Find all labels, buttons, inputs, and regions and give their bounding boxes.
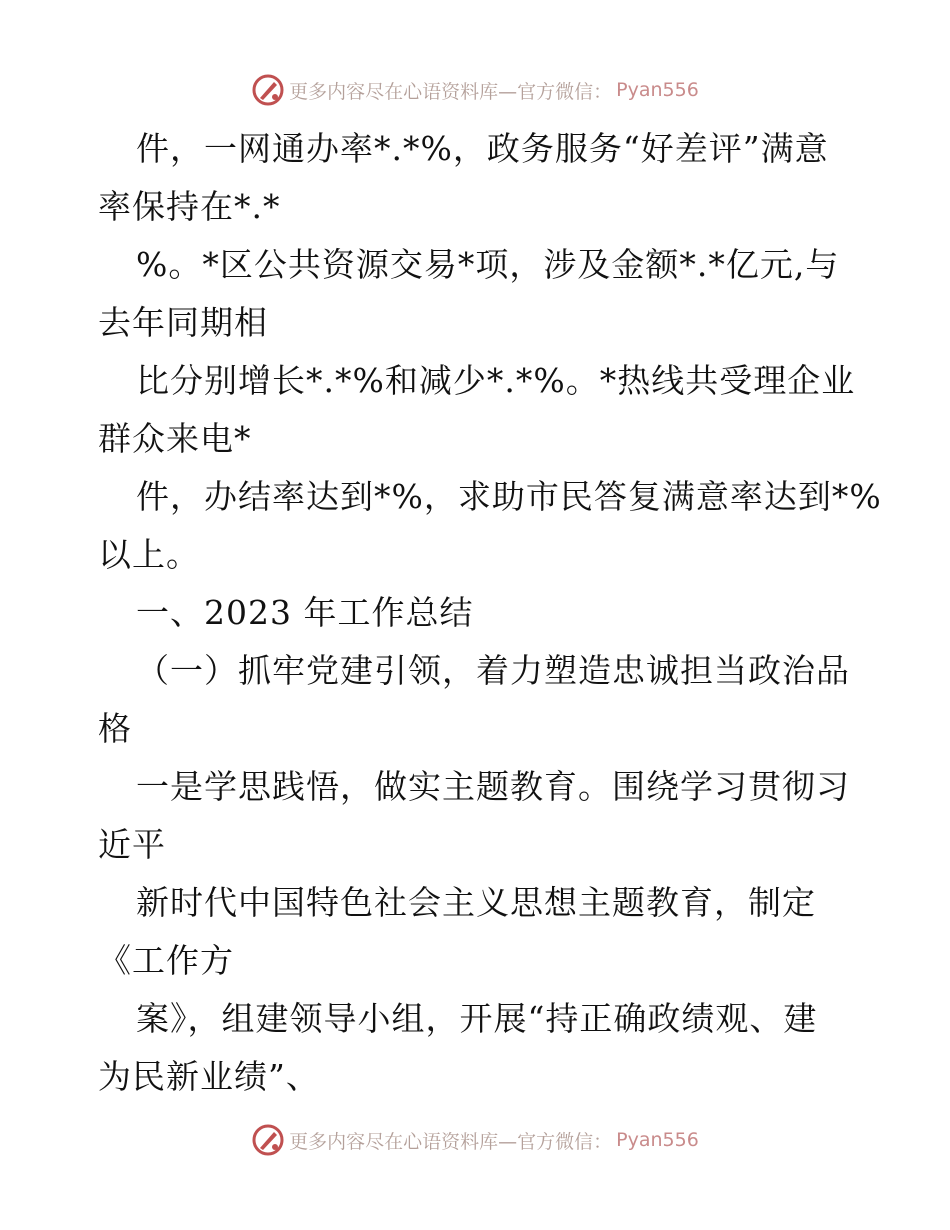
pen-logo-icon (251, 1123, 285, 1157)
text-line: 新时代中国特色社会主义思想主题教育，制定 (136, 883, 816, 922)
text-line: 以上。 (98, 535, 200, 574)
watermark-text: 更多内容尽在心语资料库—官方微信： (289, 1130, 613, 1153)
subsection-heading: （一）抓牢党建引领，着力塑造忠诚担当政治品 (136, 651, 850, 690)
text-line: 一是学思践悟，做实主题教育。围绕学习贯彻习 (136, 767, 850, 806)
text-line: 案》，组建领导小组，开展“持正确政绩观、建 (136, 999, 818, 1038)
document-body (98, 120, 882, 1106)
text-line: %。*区公共资源交易*项，涉及金额*.*亿元,与 (136, 245, 840, 284)
watermark-account: Pyan556 (616, 79, 699, 101)
watermark-banner-bottom (0, 1120, 950, 1160)
text-line: 《工作方 (98, 941, 234, 980)
pen-logo-icon (251, 73, 285, 107)
text-line: 率保持在*.* (98, 187, 281, 226)
watermark-text: 更多内容尽在心语资料库—官方微信： (289, 80, 613, 103)
text-line: 为民新业绩”、 (98, 1057, 320, 1096)
watermark-banner-top (0, 70, 950, 110)
text-line: 群众来电* (98, 419, 252, 458)
text-line: 比分别增长*.*%和减少*.*%。*热线共受理企业 (136, 361, 856, 400)
text-line: 件，办结率达到*%，求助市民答复满意率达到*% (136, 477, 882, 516)
text-line: 近平 (98, 825, 166, 864)
text-line: 件，一网通办率*.*%，政务服务“好差评”满意 (136, 129, 829, 168)
text-line: 去年同期相 (98, 303, 268, 342)
text-line: 格 (98, 709, 132, 748)
watermark-account: Pyan556 (616, 1129, 699, 1151)
section-heading: 一、2023 年工作总结 (136, 593, 474, 632)
